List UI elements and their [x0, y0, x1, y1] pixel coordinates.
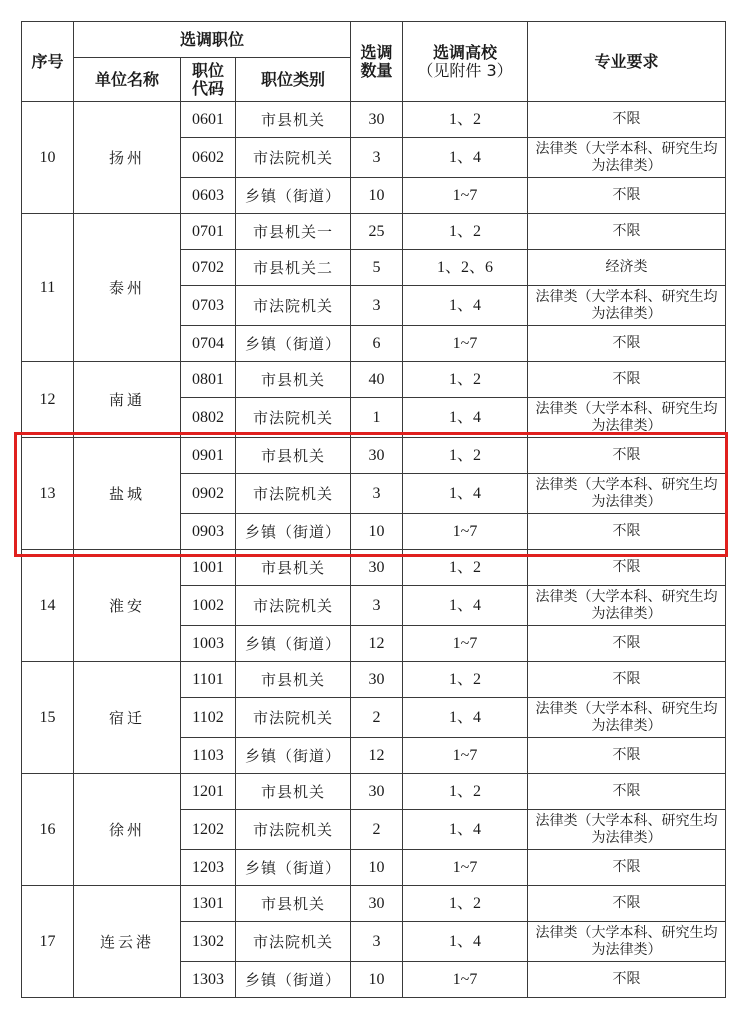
row-schools: 1~7	[403, 514, 528, 550]
row-position-code: 1301	[181, 886, 236, 922]
row-schools: 1、2、6	[403, 250, 528, 286]
row-seq: 12	[22, 362, 74, 438]
row-major-requirement: 法律类（大学本科、研究生均为法律类）	[528, 398, 726, 438]
row-position-category: 市县机关	[236, 102, 351, 138]
row-seq: 17	[22, 886, 74, 998]
row-unit-name: 徐州	[74, 774, 181, 886]
row-count: 10	[351, 962, 403, 998]
row-position-category: 市法院机关	[236, 810, 351, 850]
row-position-code: 0701	[181, 214, 236, 250]
row-position-code: 1003	[181, 626, 236, 662]
row-schools: 1、2	[403, 550, 528, 586]
row-seq: 15	[22, 662, 74, 774]
row-position-code: 0902	[181, 474, 236, 514]
table-row	[22, 550, 726, 586]
header-row-1	[22, 22, 726, 58]
row-major-requirement: 不限	[528, 738, 726, 774]
row-count: 12	[351, 738, 403, 774]
table-row	[22, 438, 726, 474]
header-code	[181, 58, 236, 102]
row-position-category: 市法院机关	[236, 922, 351, 962]
row-position-category: 市县机关	[236, 438, 351, 474]
row-major-requirement: 法律类（大学本科、研究生均为法律类）	[528, 138, 726, 178]
row-count: 5	[351, 250, 403, 286]
row-position-category: 市县机关	[236, 550, 351, 586]
row-count: 3	[351, 286, 403, 326]
row-count: 10	[351, 514, 403, 550]
row-seq: 16	[22, 774, 74, 886]
row-schools: 1~7	[403, 738, 528, 774]
row-count: 3	[351, 922, 403, 962]
row-major-requirement: 不限	[528, 774, 726, 810]
row-count: 3	[351, 586, 403, 626]
row-schools: 1、4	[403, 810, 528, 850]
row-count: 2	[351, 698, 403, 738]
position-table	[21, 21, 726, 998]
row-position-category: 市县机关一	[236, 214, 351, 250]
header-seq: 序号	[22, 22, 74, 102]
header-count-line1: 选调	[360, 42, 393, 62]
row-position-category: 乡镇（街道）	[236, 514, 351, 550]
row-major-requirement: 不限	[528, 550, 726, 586]
row-position-category: 市县机关	[236, 886, 351, 922]
table-row	[22, 774, 726, 810]
row-schools: 1、4	[403, 586, 528, 626]
row-position-code: 0603	[181, 178, 236, 214]
row-count: 10	[351, 850, 403, 886]
row-seq: 13	[22, 438, 74, 550]
row-position-code: 0703	[181, 286, 236, 326]
row-position-code: 1203	[181, 850, 236, 886]
header-code-line2: 代码	[191, 78, 224, 98]
row-major-requirement: 不限	[528, 178, 726, 214]
row-position-code: 1103	[181, 738, 236, 774]
row-position-code: 1002	[181, 586, 236, 626]
row-position-code: 0901	[181, 438, 236, 474]
header-unit-name: 单位名称	[74, 58, 181, 102]
row-position-code: 1302	[181, 922, 236, 962]
row-position-category: 乡镇（街道）	[236, 962, 351, 998]
row-unit-name: 泰州	[74, 214, 181, 362]
row-position-category: 乡镇（街道）	[236, 626, 351, 662]
row-major-requirement: 不限	[528, 362, 726, 398]
row-seq: 14	[22, 550, 74, 662]
row-position-code: 0903	[181, 514, 236, 550]
row-position-code: 1101	[181, 662, 236, 698]
row-position-category: 市法院机关	[236, 474, 351, 514]
row-position-category: 市县机关	[236, 362, 351, 398]
row-schools: 1、4	[403, 138, 528, 178]
row-count: 10	[351, 178, 403, 214]
row-major-requirement: 法律类（大学本科、研究生均为法律类）	[528, 698, 726, 738]
table-row	[22, 214, 726, 250]
row-position-code: 1102	[181, 698, 236, 738]
row-schools: 1~7	[403, 326, 528, 362]
row-position-category: 市县机关	[236, 774, 351, 810]
row-schools: 1~7	[403, 962, 528, 998]
header-category: 职位类别	[236, 58, 351, 102]
row-major-requirement: 不限	[528, 662, 726, 698]
row-schools: 1~7	[403, 850, 528, 886]
row-position-category: 市县机关	[236, 662, 351, 698]
row-major-requirement: 不限	[528, 962, 726, 998]
row-position-category: 乡镇（街道）	[236, 178, 351, 214]
position-table-sheet	[21, 21, 726, 998]
row-position-category: 乡镇（街道）	[236, 850, 351, 886]
row-count: 30	[351, 886, 403, 922]
header-schools	[403, 22, 528, 102]
row-count: 2	[351, 810, 403, 850]
row-schools: 1、2	[403, 438, 528, 474]
row-position-code: 0702	[181, 250, 236, 286]
row-seq: 10	[22, 102, 74, 214]
header-schools-line2: （见附件 3）	[417, 60, 513, 80]
row-schools: 1~7	[403, 626, 528, 662]
row-count: 30	[351, 438, 403, 474]
row-major-requirement: 法律类（大学本科、研究生均为法律类）	[528, 286, 726, 326]
row-schools: 1、2	[403, 886, 528, 922]
row-unit-name: 盐城	[74, 438, 181, 550]
row-schools: 1、4	[403, 922, 528, 962]
row-position-code: 1303	[181, 962, 236, 998]
row-schools: 1、4	[403, 286, 528, 326]
row-position-category: 乡镇（街道）	[236, 326, 351, 362]
row-position-code: 1202	[181, 810, 236, 850]
row-major-requirement: 法律类（大学本科、研究生均为法律类）	[528, 922, 726, 962]
row-count: 25	[351, 214, 403, 250]
header-schools-line1: 选调高校	[432, 42, 497, 62]
row-major-requirement: 不限	[528, 214, 726, 250]
row-count: 30	[351, 774, 403, 810]
row-major-requirement: 不限	[528, 886, 726, 922]
row-schools: 1、2	[403, 102, 528, 138]
row-seq: 11	[22, 214, 74, 362]
row-position-category: 乡镇（街道）	[236, 738, 351, 774]
row-schools: 1、2	[403, 774, 528, 810]
row-count: 3	[351, 138, 403, 178]
row-count: 3	[351, 474, 403, 514]
row-schools: 1、4	[403, 474, 528, 514]
row-position-category: 市县机关二	[236, 250, 351, 286]
row-position-code: 1001	[181, 550, 236, 586]
row-major-requirement: 法律类（大学本科、研究生均为法律类）	[528, 586, 726, 626]
row-position-code: 0602	[181, 138, 236, 178]
row-schools: 1、4	[403, 698, 528, 738]
row-schools: 1、2	[403, 662, 528, 698]
table-row	[22, 662, 726, 698]
row-schools: 1~7	[403, 178, 528, 214]
table-row	[22, 102, 726, 138]
row-unit-name: 淮安	[74, 550, 181, 662]
row-position-code: 0601	[181, 102, 236, 138]
row-unit-name: 南通	[74, 362, 181, 438]
row-count: 30	[351, 102, 403, 138]
row-position-category: 市法院机关	[236, 286, 351, 326]
row-position-category: 市法院机关	[236, 586, 351, 626]
header-count-line2: 数量	[360, 60, 393, 80]
row-major-requirement: 不限	[528, 626, 726, 662]
row-major-requirement: 不限	[528, 514, 726, 550]
row-count: 40	[351, 362, 403, 398]
row-position-code: 0802	[181, 398, 236, 438]
row-major-requirement: 不限	[528, 850, 726, 886]
row-major-requirement: 不限	[528, 326, 726, 362]
header-count	[351, 22, 403, 102]
row-major-requirement: 经济类	[528, 250, 726, 286]
header-group-positions: 选调职位	[74, 22, 351, 58]
row-position-code: 1201	[181, 774, 236, 810]
row-position-category: 市法院机关	[236, 698, 351, 738]
row-major-requirement: 法律类（大学本科、研究生均为法律类）	[528, 810, 726, 850]
row-major-requirement: 不限	[528, 438, 726, 474]
row-unit-name: 连云港	[74, 886, 181, 998]
row-schools: 1、2	[403, 362, 528, 398]
row-count: 30	[351, 662, 403, 698]
row-major-requirement: 法律类（大学本科、研究生均为法律类）	[528, 474, 726, 514]
row-position-code: 0801	[181, 362, 236, 398]
row-position-category: 市法院机关	[236, 398, 351, 438]
row-position-code: 0704	[181, 326, 236, 362]
row-major-requirement: 不限	[528, 102, 726, 138]
row-count: 1	[351, 398, 403, 438]
row-schools: 1、4	[403, 398, 528, 438]
row-unit-name: 扬州	[74, 102, 181, 214]
row-position-category: 市法院机关	[236, 138, 351, 178]
row-count: 6	[351, 326, 403, 362]
row-unit-name: 宿迁	[74, 662, 181, 774]
table-row	[22, 886, 726, 922]
row-count: 12	[351, 626, 403, 662]
header-code-line1: 职位	[191, 60, 224, 80]
row-schools: 1、2	[403, 214, 528, 250]
header-major: 专业要求	[528, 22, 726, 102]
row-count: 30	[351, 550, 403, 586]
table-row	[22, 362, 726, 398]
